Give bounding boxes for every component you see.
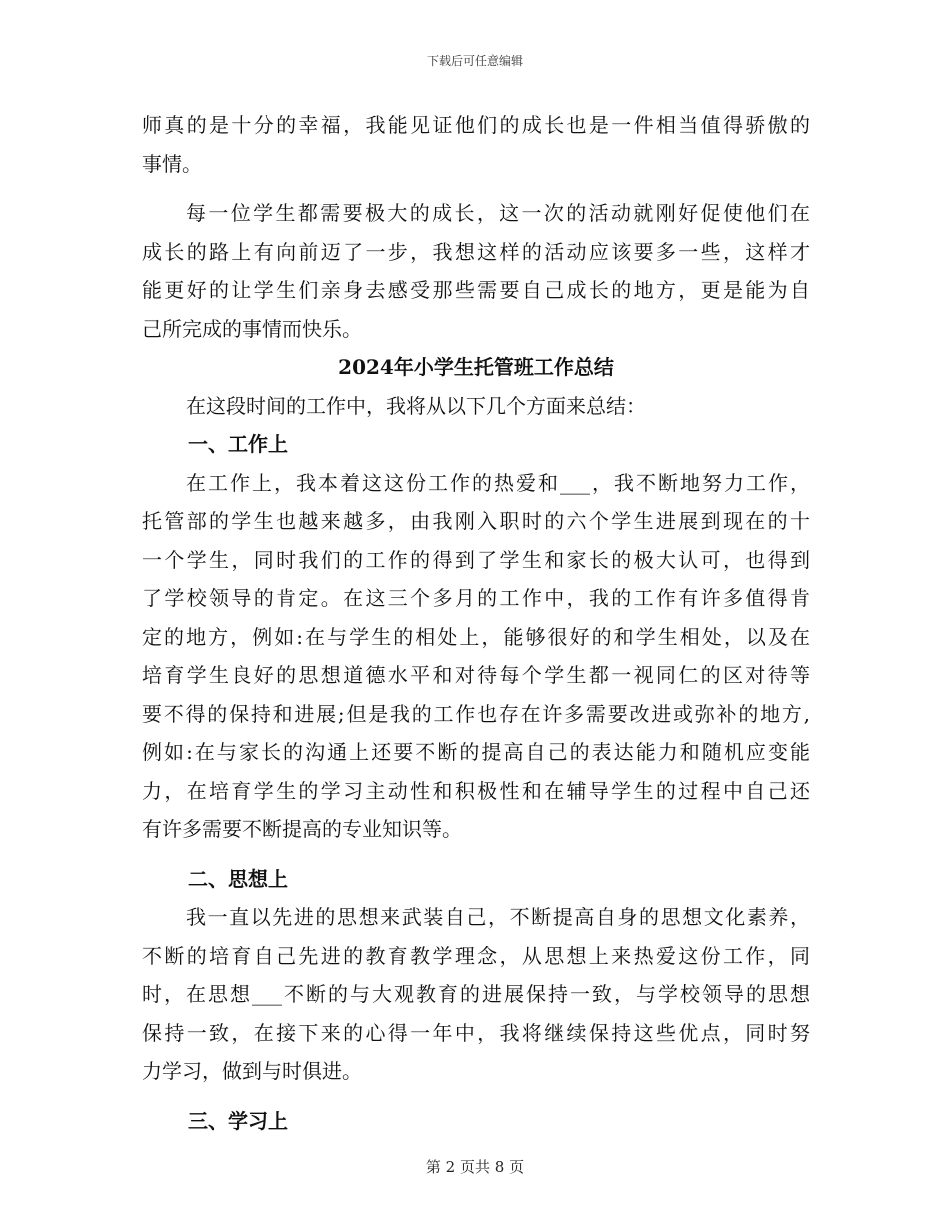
text-line: 托管部的学生也越来越多，由我刚入职时的六个学生进展到现在的十: [142, 509, 810, 533]
intro-line: 在这段时间的工作中，我将从以下几个方面来总结：: [186, 393, 646, 418]
text-line: 了学校领导的肯定。在这三个多月的工作中，我的工作有许多值得肯: [142, 586, 810, 610]
text-line: 每一位学生都需要极大的成长，这一次的活动就刚好促使他们在: [186, 201, 810, 225]
text-line: 己所完成的事情而快乐。: [142, 316, 362, 341]
section-heading: 二、思想上: [188, 866, 288, 891]
text-line: 时，在思想___不断的与大观教育的进展保持一致，与学校领导的思想: [142, 982, 810, 1006]
section-body: [142, 464, 810, 849]
page-header: 下载后可任意编辑: [426, 54, 523, 68]
text-line: 力学习，做到与时俱进。: [142, 1059, 362, 1083]
text-line: 例如:在与家长的沟通上还要不断的提高自己的表达能力和随机应变能: [142, 740, 810, 764]
document-title: 2024年小学生托管班工作总结: [338, 355, 614, 379]
text-line: 在工作上，我本着这这份工作的热爱和___，我不断地努力工作，: [186, 470, 810, 495]
text-line: 要不得的保持和进展;但是我的工作也存在许多需要改进或弥补的地方,: [142, 701, 810, 726]
text-line: 事情。: [142, 151, 202, 176]
section-heading: 三、学习上: [188, 1108, 288, 1133]
section-body: [142, 898, 810, 1091]
text-line: 有许多需要不断提高的专业知识等。: [142, 817, 462, 841]
text-line: 不断的培育自己先进的教育教学理念，从思想上来热爱这份工作，同: [142, 943, 810, 968]
text-line: 师真的是十分的幸福，我能见证他们的成长也是一件相当值得骄傲的: [142, 113, 810, 137]
page-footer: 第 2 页共 8 页: [425, 1158, 525, 1176]
section-heading: 一、工作上: [188, 432, 288, 456]
paragraph: [142, 106, 810, 183]
text-line: 一个学生，同时我们的工作的得到了学生和家长的极大认可，也得到: [142, 547, 810, 572]
paragraph: [142, 194, 810, 348]
text-line: 能更好的让学生们亲身去感受那些需要自己成长的地方，更是能为自: [142, 278, 810, 302]
text-line: 培育学生良好的思想道德水平和对待每个学生都一视同仁的区对待等: [142, 663, 810, 687]
text-line: 我一直以先进的思想来武装自己，不断提高自身的思想文化素养，: [186, 905, 810, 929]
text-line: 定的地方，例如:在与学生的相处上，能够很好的和学生相处，以及在: [142, 624, 810, 649]
document-body: [142, 106, 810, 1140]
text-line: 力，在培育学生的学习主动性和积极性和在辅导学生的过程中自己还: [142, 778, 810, 803]
text-line: 保持一致，在接下来的心得一年中，我将继续保持这些优点，同时努: [142, 1020, 810, 1045]
text-line: 成长的路上有向前迈了一步，我想这样的活动应该要多一些，这样才: [142, 239, 810, 264]
